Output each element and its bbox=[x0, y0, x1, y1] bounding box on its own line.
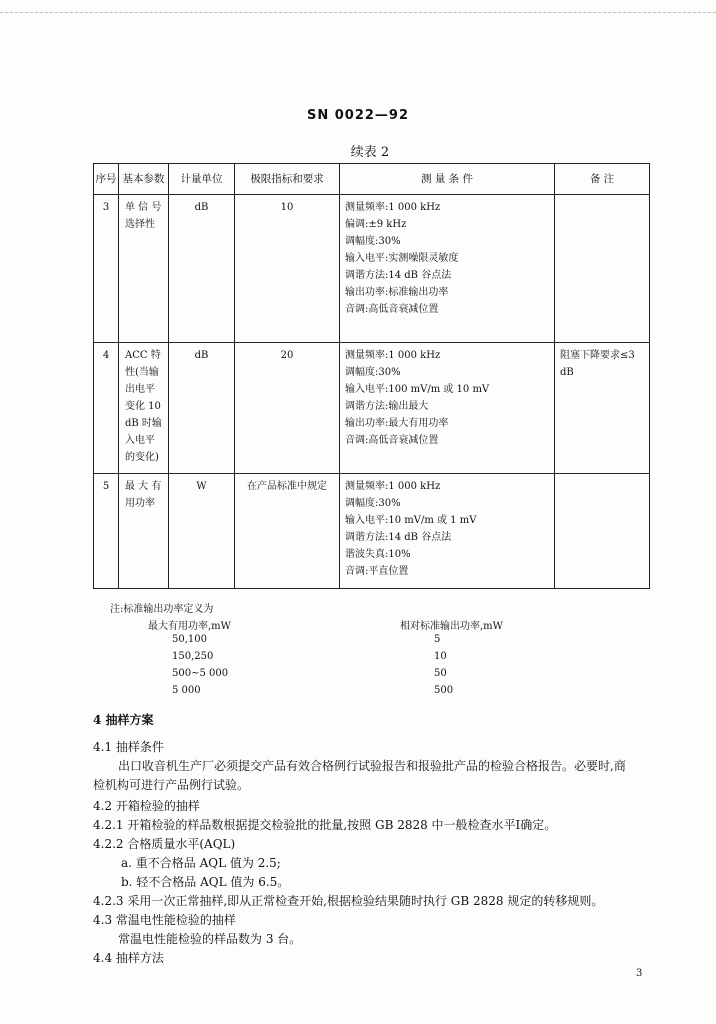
note-std-value: 5 bbox=[434, 634, 441, 645]
clause-4-2-3: 4.2.3 采用一次正常抽样,即从正常检查开始,根据检验结果随时执行 GB 2828 规定的转移规则。 bbox=[93, 894, 604, 908]
table-note-left-header: 最大有用功率,mW bbox=[148, 621, 231, 632]
table-note-right-header: 相对标准输出功率,mW bbox=[400, 621, 503, 632]
row-limit: 20 bbox=[235, 343, 340, 474]
note-max-value: 500~5 000 bbox=[172, 668, 229, 679]
clause-4-2-1: 4.2.1 开箱检验的样品数根据提交检验批的批量,按照 GB 2828 中一般检查水平Ⅰ确定。 bbox=[93, 818, 557, 832]
section-heading-4-1: 4.1 抽样条件 bbox=[93, 740, 164, 754]
col-header-unit: 计量单位 bbox=[169, 164, 235, 195]
row-no: 5 bbox=[94, 474, 119, 589]
condition-line: 音调:高低音衰减位置 bbox=[345, 304, 439, 315]
condition-line: 调幅度:30% bbox=[345, 236, 401, 247]
section-heading-4-4: 4.4 抽样方法 bbox=[93, 951, 164, 965]
clause-4-2-2-a: a. 重不合格品 AQL 值为 2.5; bbox=[121, 856, 281, 870]
note-max-value: 5 000 bbox=[172, 685, 201, 696]
row-note bbox=[555, 474, 650, 589]
section-heading-4: 4 抽样方案 bbox=[93, 713, 154, 727]
row-param: ACC 特性(当输出电平变化 10 dB 时输入电平的变化) bbox=[119, 343, 169, 474]
paragraph-4-1-line-1: 出口收音机生产厂必须提交产品有效合格例行试验报告和报验批产品的检验合格报告。必要时,商 bbox=[118, 759, 626, 773]
condition-line: 调幅度:30% bbox=[345, 367, 401, 378]
condition-line: 调幅度:30% bbox=[345, 498, 401, 509]
condition-line: 调谐方法:14 dB 谷点法 bbox=[345, 532, 452, 543]
note-std-value: 10 bbox=[434, 651, 447, 662]
table-header-row bbox=[94, 164, 650, 195]
row-unit: dB bbox=[169, 195, 235, 343]
section-heading-4-3: 4.3 常温电性能检验的抽样 bbox=[93, 913, 236, 927]
note-std-value: 50 bbox=[434, 668, 447, 679]
condition-line: 测量频率:1 000 kHz bbox=[345, 350, 441, 361]
condition-line: 偏调:±9 kHz bbox=[345, 219, 407, 230]
col-header-no: 序号 bbox=[94, 164, 119, 195]
condition-line: 输入电平:100 mV/m 或 10 mV bbox=[345, 384, 490, 395]
paragraph-4-1-line-2: 检机构可进行产品例行试验。 bbox=[93, 778, 250, 792]
standard-number: SN 0022—92 bbox=[306, 108, 410, 123]
row-limit: 10 bbox=[235, 195, 340, 343]
row-param: 单 信 号 选择性 bbox=[119, 195, 169, 343]
col-header-conditions: 测 量 条 件 bbox=[340, 164, 555, 195]
condition-line: 调谐方法:14 dB 谷点法 bbox=[345, 270, 452, 281]
table-title: 续表 2 bbox=[350, 145, 390, 160]
row-unit: W bbox=[169, 474, 235, 589]
scan-edge-line bbox=[0, 12, 716, 13]
row-unit: dB bbox=[169, 343, 235, 474]
col-header-limit: 极限指标和要求 bbox=[235, 164, 340, 195]
table-note-intro: 注:标准输出功率定义为 bbox=[110, 604, 214, 615]
spec-table bbox=[93, 163, 650, 589]
note-max-value: 50,100 bbox=[172, 634, 207, 645]
row-note: 阻塞下降要求≤3 dB bbox=[555, 343, 650, 474]
condition-line: 谐波失真:10% bbox=[345, 549, 411, 560]
paragraph-4-3: 常温电性能检验的样品数为 3 台。 bbox=[118, 932, 302, 946]
condition-line: 输入电平:实测噪限灵敏度 bbox=[345, 253, 459, 264]
table-row bbox=[94, 474, 650, 589]
row-no: 3 bbox=[94, 195, 119, 343]
row-note bbox=[555, 195, 650, 343]
condition-line: 输出功率:标准输出功率 bbox=[345, 287, 449, 298]
table-row bbox=[94, 195, 650, 343]
clause-4-2-2: 4.2.2 合格质量水平(AQL) bbox=[93, 837, 236, 851]
row-no: 4 bbox=[94, 343, 119, 474]
condition-line: 音调:平直位置 bbox=[345, 566, 409, 577]
row-conditions bbox=[340, 474, 555, 589]
page-number: 3 bbox=[636, 968, 643, 979]
condition-line: 测量频率:1 000 kHz bbox=[345, 202, 441, 213]
table-row bbox=[94, 343, 650, 474]
condition-line: 输出功率:最大有用功率 bbox=[345, 418, 449, 429]
note-max-value: 150,250 bbox=[172, 651, 214, 662]
col-header-note: 备 注 bbox=[555, 164, 650, 195]
note-std-value: 500 bbox=[434, 685, 454, 696]
row-conditions bbox=[340, 195, 555, 343]
section-heading-4-2: 4.2 开箱检验的抽样 bbox=[93, 799, 200, 813]
condition-line: 音调:高低音衰减位置 bbox=[345, 435, 439, 446]
row-limit: 在产品标准中规定 bbox=[235, 474, 340, 589]
condition-line: 测量频率:1 000 kHz bbox=[345, 481, 441, 492]
col-header-param: 基本参数 bbox=[119, 164, 169, 195]
condition-line: 调谐方法:输出最大 bbox=[345, 401, 429, 412]
row-conditions bbox=[340, 343, 555, 474]
row-param: 最 大 有 用功率 bbox=[119, 474, 169, 589]
condition-line: 输入电平:10 mV/m 或 1 mV bbox=[345, 515, 477, 526]
clause-4-2-2-b: b. 轻不合格品 AQL 值为 6.5。 bbox=[121, 875, 290, 889]
